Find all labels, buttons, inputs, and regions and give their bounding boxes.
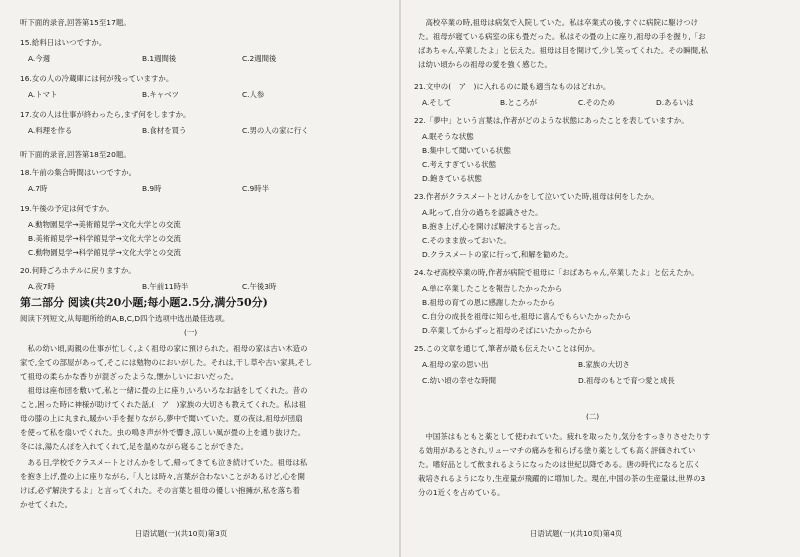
q25-option-c: C.幼い頃の幸せな時間 <box>422 376 497 385</box>
passage-line: を抱き上げ,畳の上に座りながら,「人とは時々,言葉が合わないことがあるけど,心を開 <box>20 472 305 481</box>
q24-option-d: D.卒業してからずっと祖母のそばにいたかったから <box>422 326 593 335</box>
q25-option-a: A.祖母の家の思い出 <box>422 360 489 369</box>
passage-line: 分の1近くを占めている。 <box>418 488 505 497</box>
q17-option-c: C.男の人の家に行く <box>242 126 309 135</box>
passage-line: かせてくれた。 <box>20 500 73 509</box>
passage-line: た。祖母が寝ている病室の床も畳だった。私はその畳の上に座り,祖母の手を握り,「お <box>418 32 706 41</box>
q23-option-a: A.叱って,自分の過ちを認識させた。 <box>422 208 543 217</box>
q16-option-b: B.キャベツ <box>142 90 179 99</box>
q23-option-d: D.クラスメートの家に行って,和解を勧めた。 <box>422 250 573 259</box>
listening-intro: 听下面的录音,回答第15至17题。 <box>20 18 131 27</box>
q23-option-c: C.そのまま放っておいた。 <box>422 236 511 245</box>
q15-option-c: C.2週間後 <box>242 54 277 63</box>
q16-option-a: A.トマト <box>28 90 58 99</box>
q25-option-b: B.家族の大切さ <box>578 360 630 369</box>
passage-line: 栽培されるようになり,生産量が飛躍的に増加した。現在,中国の茶の生産量は,世界の3 <box>418 474 706 483</box>
q16-stem: 16.女の人の冷蔵庫には何が残っていますか。 <box>20 74 174 83</box>
q15-option-b: B.1週間後 <box>142 54 177 63</box>
q15-option-a: A.今週 <box>28 54 51 63</box>
q24-option-a: A.単に卒業したことを報告したかったから <box>422 284 563 293</box>
q21-option-a: A.そして <box>422 98 452 107</box>
passage-number: (一) <box>184 328 198 337</box>
q21-stem: 21.文中の( ア )に入れるのに最も適当なものはどれか。 <box>414 82 611 91</box>
right-page <box>400 0 800 557</box>
q22-option-c: C.考えすぎている状態 <box>422 160 497 169</box>
q22-stem: 22.「夢中」という言葉は,作者がどのような状態にあったことを表していますか。 <box>414 116 689 125</box>
passage-line: 高校卒業の時,祖母は病気で入院していた。私は卒業式の後,すぐに病院に駆けつけ <box>418 18 699 27</box>
passage-line: 中国茶はもともと薬として使われていた。疲れを取ったり,気分をすっきりさせたりす <box>418 432 711 441</box>
q24-stem: 24.なぜ高校卒業の時,作者が病院で祖母に「おばあちゃん,卒業したよ」と伝えたか。 <box>414 268 699 277</box>
q20-option-b: B.午前11時半 <box>142 282 189 291</box>
passage-line: る効用があるとされ,リューマチの痛みを和らげる塗り薬としても高く評価されてい <box>418 446 696 455</box>
passage-line: こと,困った時に神様が助けてくれた話,( ア )家族の大切さも教えてくれた。私は祖 <box>20 400 306 409</box>
q15-stem: 15.給料日はいつですか。 <box>20 38 107 47</box>
q18-stem: 18.午前の集合時間はいつですか。 <box>20 168 137 177</box>
q20-option-a: A.夜7時 <box>28 282 55 291</box>
q24-option-b: B.祖母の育ての恩に感謝したかったから <box>422 298 556 307</box>
q21-option-c: C.そのため <box>578 98 616 107</box>
q18-option-b: B.9時 <box>142 184 162 193</box>
q21-option-b: B.ところが <box>500 98 537 107</box>
passage-line: けば,必ず解決するよ」と言ってくれた。その言葉と祖母の優しい抱擁が,私を落ち着 <box>20 486 301 495</box>
passage-line: 私の幼い頃,両親の仕事が忙しく,よく祖母の家に預けられた。祖母の家は古い木造の <box>20 344 308 353</box>
q23-stem: 23.作者がクラスメートとけんかをして泣いていた時,祖母は何をしたか。 <box>414 192 659 201</box>
passage-line: 祖母は座布団を敷いて,私と一緒に畳の上に座り,いろいろなお話をしてくれた。昔の <box>20 386 308 395</box>
page-footer: 日语试题(一)(共10页)第3页 <box>135 529 228 538</box>
q20-stem: 20.何時ごろホテルに戻りますか。 <box>20 266 136 275</box>
passage-line: た。嗜好品として飲まれるようになったのは世紀以降である。唐の時代になると広く <box>418 460 701 469</box>
q16-option-c: C.人参 <box>242 90 265 99</box>
q18-option-c: C.9時半 <box>242 184 269 193</box>
page-footer: 日语试题(一)(共10页)第4页 <box>530 529 623 538</box>
listening-intro-2: 听下面的录音,回答第18至20题。 <box>20 150 131 159</box>
q23-option-b: B.抱き上げ,心を開けば解決すると言った。 <box>422 222 565 231</box>
q21-option-d: D.あるいは <box>656 98 694 107</box>
passage-line: ばあちゃん,卒業したよ」と伝えた。祖母は目を開けて,少し笑ってくれた。その瞬間,私 <box>418 46 708 55</box>
part2-title: 第二部分 阅读(共20小题;每小题2.5分,满分50分) <box>20 296 268 309</box>
q18-option-a: A.7時 <box>28 184 48 193</box>
q19-option-b: B.美術館見学→科学館見学→文化大学との交流 <box>28 234 181 243</box>
part2-instruction: 阅读下列短文,从每题所给的A,B,C,D四个选项中选出最佳选项。 <box>20 314 230 323</box>
passage-line: 母の膝の上に丸まれ,暖かい手を握りながら,夢中で聞いていた。夏の夜は,祖母が団扇 <box>20 414 303 423</box>
q24-option-c: C.自分の成長を祖母に知らせ,祖母に喜んでもらいたかったから <box>422 312 632 321</box>
q22-option-d: D.飽きている状態 <box>422 174 482 183</box>
passage-line: ある日,学校でクラスメートとけんかをして,帰ってきても泣き続けていた。祖母は私 <box>20 458 308 467</box>
passage-line: は幼い頃からの祖母の愛を強く感じた。 <box>418 60 552 69</box>
q20-option-c: C.午後3時 <box>242 282 277 291</box>
q19-option-a: A.動物園見学→美術館見学→文化大学との交流 <box>28 220 181 229</box>
q25-option-d: D.祖母のもとで育つ愛と成長 <box>578 376 675 385</box>
passage-line: を使って私を扇いでくれた。虫の鳴き声が外で響き,涼しい風が畳の上を通り抜けた。 <box>20 428 306 437</box>
passage-line: 冬には,湯たんぽを入れてくれて,足を温めながら寝ることができた。 <box>20 442 249 451</box>
passage-line: て祖母の柔らかな香りが混ざったような,懐かしいにおいだった。 <box>20 372 239 381</box>
passage-number-2: (二) <box>586 412 600 421</box>
q17-option-a: A.料理を作る <box>28 126 73 135</box>
q17-option-b: B.食材を買う <box>142 126 187 135</box>
q22-option-b: B.集中して聞いている状態 <box>422 146 511 155</box>
q17-stem: 17.女の人は仕事が終わったら,まず何をしますか。 <box>20 110 191 119</box>
q19-option-c: C.動物園見学→科学館見学→文化大学との交流 <box>28 248 181 257</box>
q22-option-a: A.眠そうな状態 <box>422 132 474 141</box>
passage-line: 家で,全ての部屋があって,そこには勉物のにおいがした。それは,干し草や古い家具,そし <box>20 358 313 367</box>
q25-stem: 25.この文章を通じて,筆者が最も伝えたいことは何か。 <box>414 344 600 353</box>
q19-stem: 19.午後の予定は何ですか。 <box>20 204 114 213</box>
